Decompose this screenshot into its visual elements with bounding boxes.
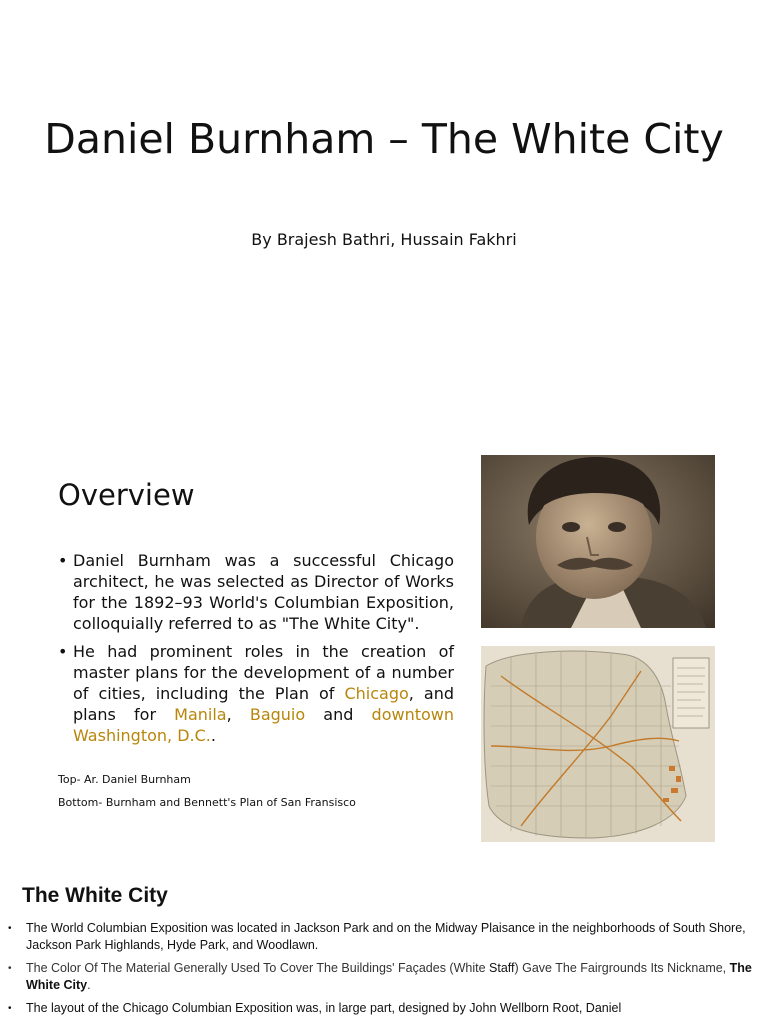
bullet-icon: • [58, 642, 68, 661]
bullet-icon: • [8, 1003, 12, 1014]
list-item [58, 550, 454, 634]
link-manila[interactable]: Manila [174, 705, 227, 724]
bullet-icon: • [8, 963, 12, 974]
text-fragment: . [210, 726, 216, 745]
text-fragment: and [305, 705, 372, 724]
link-baguio[interactable]: Baguio [249, 705, 306, 724]
white-city-bullet-text: The Color Of The Material Generally Used To Cover The Buildings' Façades (White [26, 961, 490, 975]
link-chicago[interactable]: Chicago [344, 684, 409, 703]
san-francisco-plan-map [481, 646, 715, 842]
list-item [58, 641, 454, 746]
bullet-icon: • [8, 923, 12, 934]
white-city-bullet-text: The layout of the Chicago Columbian Exposition was, in large part, designed by John Wellborn Root, Daniel [26, 1001, 622, 1015]
overview-bullet-text: Daniel Burnham was a successful Chicago architect, he was selected as Director of Works for the 1892–93 World's Columbian Exposition, colloquially referred to as "The White City". [73, 551, 454, 633]
list-item [0, 920, 768, 954]
text-fragment: . [87, 978, 91, 992]
bullet-icon: • [58, 551, 68, 570]
caption-top: Top- Ar. Daniel Burnham [58, 773, 191, 786]
text-fragment: , [226, 705, 250, 724]
white-city-bullet-text: The World Columbian Exposition was located in Jackson Park and on the Midway Plaisance in the neighborhoods of South Shore, Jackson Park Highlands, Hyde Park, and Woodlawn. [26, 921, 746, 952]
caption-bottom: Bottom- Burnham and Bennett's Plan of San Fransisco [58, 796, 356, 809]
portrait-photo [481, 455, 715, 628]
overview-bullet-text: He had prominent roles in the creation of master plans for the development of a number of cities, including the Plan of [73, 642, 454, 703]
white-city-list [0, 920, 768, 1023]
list-item [0, 1000, 768, 1017]
link-washington-dc[interactable]: downtown Washington, D.C. [73, 705, 454, 745]
overview-heading: Overview [58, 478, 195, 512]
white-city-heading: The White City [22, 884, 168, 907]
text-fragment: , and plans for [73, 684, 455, 724]
list-item [0, 960, 768, 994]
page-title: Daniel Burnham – The White City [44, 115, 724, 163]
bold-fragment: The White City [26, 961, 752, 992]
text-fragment: ) Gave The Fairgrounds Its Nickname, [514, 961, 730, 975]
text-fragment: Staff [489, 961, 515, 975]
overview-list [58, 550, 454, 753]
byline: By Brajesh Bathri, Hussain Fakhri [251, 230, 517, 249]
